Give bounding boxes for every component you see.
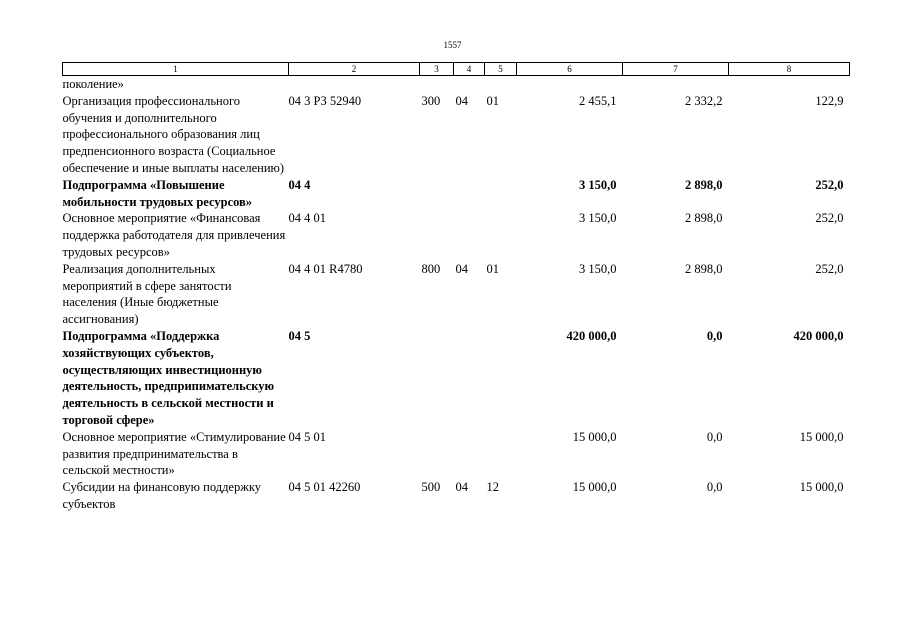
row-col3 xyxy=(420,328,454,429)
row-value-7: 2 332,2 xyxy=(685,93,723,108)
row-value-7: 0,0 xyxy=(706,328,723,343)
row-value-7: 0,0 xyxy=(706,429,723,444)
row-code: 04 5 01 xyxy=(288,429,326,444)
row-name: Подпрограмма «Поддержка хозяйствующих субъектов, осуществляющих инвестиционную деятельность, предприпимательскую деятельность в сельской местности и торговой сфере» xyxy=(62,328,275,427)
row-col5 xyxy=(485,76,517,93)
row-value-8: 15 000,0 xyxy=(799,480,844,495)
row-value-6: 15 000,0 xyxy=(572,429,617,444)
row-col4 xyxy=(454,429,485,479)
row-value-6: 420 000,0 xyxy=(566,328,617,343)
row-col4: 04 xyxy=(455,480,468,495)
column-header: 2 xyxy=(289,63,420,76)
row-col5 xyxy=(485,328,517,429)
row-col5: 12 xyxy=(486,480,499,495)
row-col3 xyxy=(420,177,454,211)
column-header: 4 xyxy=(454,63,485,76)
table-row xyxy=(63,429,850,479)
table-row xyxy=(63,479,850,513)
row-col3 xyxy=(420,76,454,93)
table-row xyxy=(63,210,850,260)
row-code: 04 3 P3 52940 xyxy=(288,93,362,108)
row-code: 04 4 01 xyxy=(288,211,326,226)
row-value-8: 252,0 xyxy=(815,177,844,192)
row-value-6: 15 000,0 xyxy=(572,480,617,495)
row-col5 xyxy=(485,210,517,260)
table-row xyxy=(63,177,850,211)
row-name: Реализация дополнительных мероприятий в сфере занятости населения (Иные бюджетные ассигнования) xyxy=(62,261,232,327)
column-header: 8 xyxy=(729,63,850,76)
row-value-7 xyxy=(623,76,729,93)
row-col3 xyxy=(420,210,454,260)
row-value-8: 122,9 xyxy=(815,93,844,108)
row-name: поколение» xyxy=(62,77,124,91)
row-name: Субсидии на финансовую поддержку субъектов xyxy=(62,480,262,511)
row-col4 xyxy=(454,210,485,260)
column-header: 1 xyxy=(63,63,289,76)
column-header: 3 xyxy=(420,63,454,76)
row-value-7: 2 898,0 xyxy=(685,177,723,192)
row-col3: 500 xyxy=(421,480,441,495)
row-value-8: 15 000,0 xyxy=(799,429,844,444)
row-value-7: 2 898,0 xyxy=(685,211,723,226)
row-value-8 xyxy=(729,76,850,93)
row-name: Подпрограмма «Повышение мобильности трудовых ресурсов» xyxy=(62,177,253,209)
row-value-6: 2 455,1 xyxy=(579,93,617,108)
row-col4 xyxy=(454,177,485,211)
table-row xyxy=(63,328,850,429)
row-value-7: 2 898,0 xyxy=(685,261,723,276)
budget-table xyxy=(62,62,850,513)
row-col5: 01 xyxy=(486,261,499,276)
row-col3: 800 xyxy=(421,261,441,276)
row-col4 xyxy=(454,328,485,429)
row-value-8: 420 000,0 xyxy=(793,328,844,343)
row-name: Основное мероприятие «Стимулирование развития предпринимательства в сельской местности» xyxy=(62,429,286,478)
column-header: 6 xyxy=(517,63,623,76)
row-name: Основное мероприятие «Финансовая поддержка работодателя для привлечения трудовых ресурсов» xyxy=(62,211,286,259)
row-value-8: 252,0 xyxy=(815,261,844,276)
row-value-6: 3 150,0 xyxy=(579,211,617,226)
row-value-7: 0,0 xyxy=(706,480,723,495)
row-col5 xyxy=(485,177,517,211)
table-row xyxy=(63,93,850,177)
column-header: 7 xyxy=(623,63,729,76)
column-header: 5 xyxy=(485,63,517,76)
row-value-6: 3 150,0 xyxy=(579,177,617,192)
row-value-6: 3 150,0 xyxy=(579,261,617,276)
table-row xyxy=(63,261,850,328)
row-code: 04 4 01 R4780 xyxy=(288,261,363,276)
row-col4: 04 xyxy=(455,93,468,108)
row-col4 xyxy=(454,76,485,93)
row-col5 xyxy=(485,429,517,479)
header-row xyxy=(63,63,850,76)
row-value-8: 252,0 xyxy=(815,211,844,226)
row-code: 04 5 01 42260 xyxy=(288,480,361,495)
row-col3 xyxy=(420,429,454,479)
row-col3: 300 xyxy=(421,93,441,108)
row-col4: 04 xyxy=(455,261,468,276)
table-row xyxy=(63,76,850,93)
row-code xyxy=(289,76,420,93)
page-number: 1557 xyxy=(443,40,462,50)
row-col5: 01 xyxy=(486,93,499,108)
row-name: Организация профессионального обучения и дополнительного профессионального образования лиц предпенсионного возраста (Социальное обеспечение и иные выплаты населению) xyxy=(62,93,285,175)
row-value-6 xyxy=(517,76,623,93)
row-code: 04 5 xyxy=(288,328,311,343)
row-code: 04 4 xyxy=(288,177,311,192)
